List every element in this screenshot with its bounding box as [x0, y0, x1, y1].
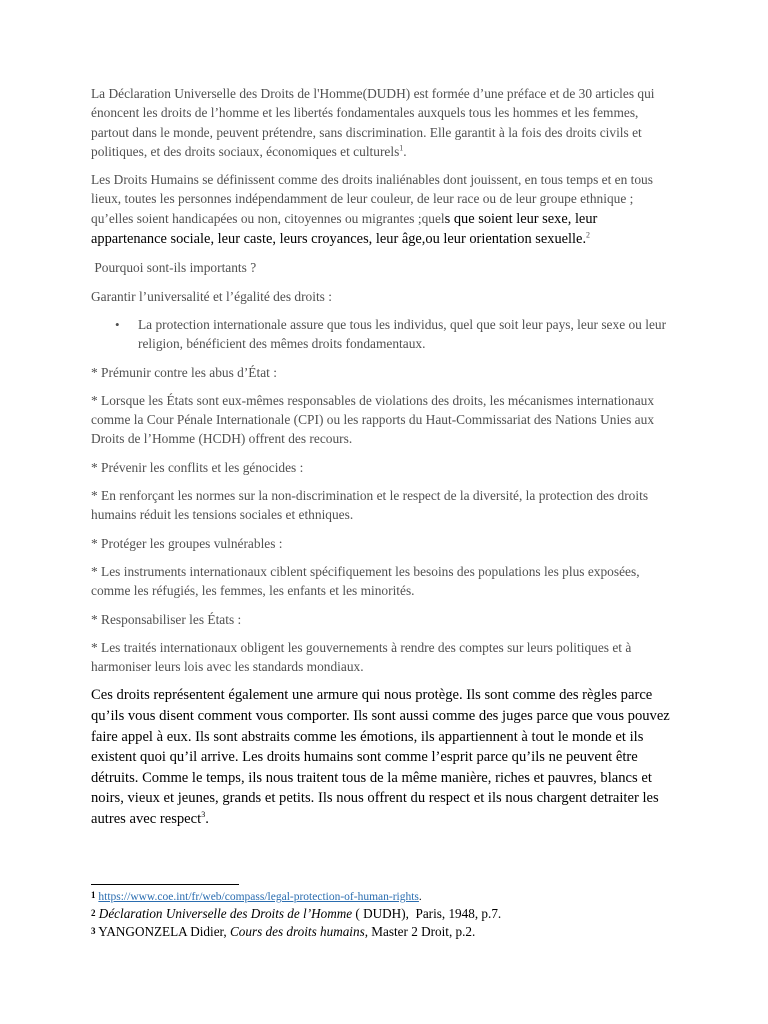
section-text-accountability: * Les traités internationaux obligent les gouvernements à rendre des comptes sur leurs politiques et à harmoniser leurs lois avec les standards mondiaux.: [91, 639, 632, 675]
section-heading-conflicts: * Prévenir les conflits et les génocides :: [91, 459, 304, 475]
footnote-1-end: .: [418, 891, 422, 903]
paragraph-intro-text: La Déclaration Universelle des Droits de l'Homme(DUDH) est formée d’une préface et de 30 articles qui énoncent les droits de l’homme et les libertés fondamentales auxquels tous les hommes et les femmes, partout dans le monde, peuvent prétendre, sans discrimination. Elle garantit à la fois des droits civils et politiques, et des droits sociaux, économiques et culturels: [91, 86, 655, 159]
footnote-3-title: Cours des droits humains: [230, 923, 365, 939]
section-text-vulnerable: * Les instruments internationaux ciblent spécifiquement les besoins des populations les plus exposées, comme les réfugiés, les femmes, les enfants et les minorités.: [91, 563, 640, 599]
footnotes: [91, 884, 681, 940]
guarantee-heading: Garantir l’universalité et l’égalité des droits :: [91, 288, 332, 304]
bullet-text: La protection internationale assure que tous les individus, quel que soit leur pays, leur sexe ou leur religion, bénéficient des mêmes droits fondamentaux.: [138, 316, 667, 352]
footnote-ref-2[interactable]: 2: [586, 230, 591, 240]
bullet-list-item: [91, 315, 676, 354]
section-heading-vulnerable: * Protéger les groupes vulnérables :: [91, 535, 283, 551]
footnote-2-number: 2: [91, 908, 96, 918]
paragraph-conclusion-end: .: [205, 810, 209, 827]
section-text-abuse: * Lorsque les États sont eux-mêmes responsables de violations des droits, les mécanismes internationaux comme la Cour Pénale Internationale (CPI) ou les rapports du Haut-Commissariat des Nations Unies aux Droits de l’Homme (HCDH) offrent des recours.: [91, 392, 655, 447]
paragraph-conclusion: [91, 685, 676, 829]
footnote-1-link[interactable]: https://www.coe.int/fr/web/compass/legal-protection-of-human-rights: [98, 891, 419, 903]
footnote-3-number: 3: [91, 925, 96, 936]
paragraph-intro-end: .: [403, 143, 407, 159]
footnote-3-rest: , Master 2 Droit, p.2.: [364, 923, 476, 939]
paragraph-definition-gray: Les Droits Humains se définissent comme des droits inaliénables dont jouissent, en tous temps et en tous lieux, toutes les personnes indépendamment de leur couleur, de leur race ou de leur groupe ethnique ; qu’elles soient handicapées ou non, citoyennes ou migrantes ;quel: [91, 172, 653, 226]
paragraph-conclusion-text: Ces droits représentent également une armure qui nous protège. Ils sont comme des règles parce qu’ils vous disent comment vous comporter. Ils sont aussi comme des juges parce que vous pouvez faire appel à eux. Ils sont abstraits comme les émotions, ils appartiennent à tout le monde et ils existent quoi qu’il arrive. Les droits humains sont comme l’esprit parce qu’ils ne peuvent être détruits. Comme le temps, ils nous traitent tous de la même manière, riches et pauvres, blancs et noirs, vieux et jeunes, grands et petits. Ils nous offrent du respect et ils nous chargent detraiter les autres avec respect: [91, 687, 670, 827]
paragraph-definition: [91, 170, 676, 249]
paragraph-intro: [91, 84, 676, 161]
footnote-1: [91, 888, 681, 905]
footnote-2-rest: ( DUDH), Paris, 1948, p.7.: [352, 906, 502, 921]
footnote-ref-3[interactable]: 3: [201, 810, 206, 820]
footnote-1-number: 1: [91, 890, 96, 900]
footnote-2-title: Déclaration Universelle des Droits de l’Homme: [98, 906, 353, 921]
footnote-3-author: YANGONZELA Didier,: [95, 923, 230, 939]
footnote-3: [91, 923, 681, 941]
footnote-2: [91, 905, 681, 923]
section-text-conflicts: * En renforçant les normes sur la non-discrimination et le respect de la diversité, la protection des droits humains réduit les tensions sociales et ethniques.: [91, 488, 649, 523]
question-heading: Pourquoi sont-ils importants ?: [91, 260, 257, 276]
section-heading-abuse: * Prémunir contre les abus d’État :: [91, 364, 277, 380]
footnote-ref-1[interactable]: 1: [399, 143, 404, 153]
footnote-separator: [91, 884, 239, 885]
bullet-icon: •: [115, 316, 120, 332]
paragraph-definition-dark: s que soient leur sexe, leur appartenance sociale, leur caste, leurs croyances, leur âge,ou leur orientation sexuelle.: [91, 210, 598, 248]
section-heading-accountability: * Responsabiliser les États :: [91, 611, 242, 627]
